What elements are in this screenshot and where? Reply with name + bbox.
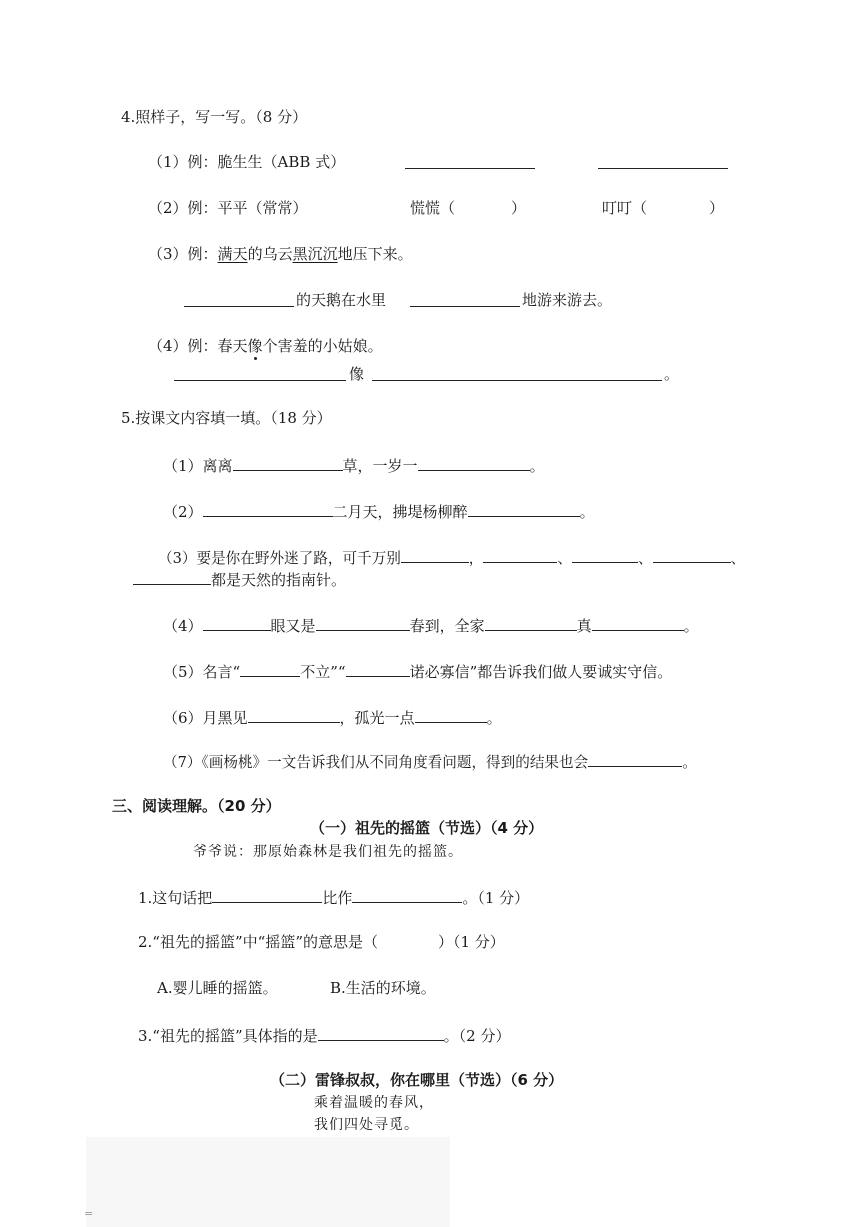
q5-item-1-blank-2[interactable] bbox=[418, 454, 530, 471]
comma: ， bbox=[468, 550, 484, 567]
q5-item-3-a: （3）要是你在野外迷了路，可千万别 bbox=[158, 550, 401, 567]
q5-item-3-b: 都是天然的指南针。 bbox=[211, 571, 347, 589]
q5-item-5-b: 不立”“ bbox=[300, 663, 346, 681]
q5-item-2-blank-2[interactable] bbox=[468, 500, 580, 517]
q5-item-5-c: 诺必寡信”都告诉我们做人要诚实守信。 bbox=[409, 663, 673, 681]
s3-q1 bbox=[138, 886, 529, 908]
q4-item-4-prefix: （4）例：春天 bbox=[148, 337, 248, 355]
q4-item-3-prefix: （3）例： bbox=[148, 245, 218, 263]
q5-item-2-c: 。 bbox=[579, 503, 595, 521]
q4-item-1-blank-1[interactable] bbox=[405, 152, 535, 169]
s3-q2-a: 2.“祖先的摇篮”中“摇篮”的意思是（ bbox=[138, 933, 378, 951]
enum-comma: 、 bbox=[557, 550, 573, 567]
q5-item-1 bbox=[163, 454, 545, 476]
q5-item-6-b: ，孤光一点 bbox=[339, 709, 415, 727]
q4-item-3-mid: 的乌云 bbox=[247, 245, 293, 263]
q5-item-4-blank-4[interactable] bbox=[592, 614, 684, 631]
enum-comma: 、 bbox=[638, 550, 653, 567]
q4-item-2-word-1 bbox=[410, 198, 526, 218]
passage-2-line-2: 我们四处寻觅。 bbox=[314, 1117, 419, 1133]
s3-q3-b: 。（2 分） bbox=[443, 1027, 511, 1045]
close-paren: ） bbox=[709, 199, 725, 217]
s3-q2-b: ）（1 分） bbox=[438, 933, 505, 951]
q4-item-4-fill-1: 像 bbox=[349, 365, 365, 383]
q5-item-7-a: （7）《画杨桃》一文告诉我们从不同角度看问题，得到的结果也会 bbox=[163, 754, 589, 771]
q5-item-1-blank-1[interactable] bbox=[233, 454, 343, 471]
q5-item-1-c: 。 bbox=[529, 457, 545, 475]
q5-item-3-line-2 bbox=[133, 568, 346, 590]
q4-item-3-example bbox=[148, 244, 413, 264]
dotted-word: 像 bbox=[247, 337, 263, 355]
q5-item-7-b: 。 bbox=[682, 754, 697, 771]
q5-item-6-blank-2[interactable] bbox=[415, 706, 487, 723]
s3-q2 bbox=[138, 932, 505, 952]
q5-item-4 bbox=[163, 614, 699, 636]
q4-title: 4.照样子，写一写。（8 分） bbox=[121, 108, 308, 126]
q5-item-3-blank-4[interactable] bbox=[653, 546, 731, 563]
q5-item-1-a: （1）离离 bbox=[163, 457, 233, 475]
q5-item-4-c: 春到，全家 bbox=[409, 617, 485, 635]
q5-item-3-blank-5[interactable] bbox=[133, 568, 211, 585]
passage-2-line-1: 乘着温暖的春风， bbox=[314, 1095, 434, 1111]
q5-item-5-a: （5）名言“ bbox=[163, 663, 241, 681]
enum-comma: 、 bbox=[730, 550, 746, 567]
section-3-title: 三、阅读理解。（20 分） bbox=[112, 797, 281, 815]
q4-item-4-example bbox=[148, 336, 383, 356]
q5-item-1-b: 草，一岁一 bbox=[342, 457, 418, 475]
q4-item-1 bbox=[148, 152, 345, 172]
q4-item-4-blank-2[interactable] bbox=[372, 364, 662, 381]
q5-item-2 bbox=[163, 500, 595, 522]
q5-item-7 bbox=[163, 750, 697, 773]
s3-q3-blank[interactable] bbox=[318, 1024, 444, 1041]
close-paren: ） bbox=[511, 199, 527, 217]
q5-item-2-blank-1[interactable] bbox=[203, 500, 333, 517]
q5-item-6-a: （6）月黑见 bbox=[163, 709, 248, 727]
q5-item-6-c: 。 bbox=[486, 709, 502, 727]
passage-1-quote: 爷爷说：那原始森林是我们祖先的摇篮。 bbox=[193, 844, 463, 860]
q4-item-3-end: 地压下来。 bbox=[337, 245, 413, 263]
passage-2-title: （二）雷锋叔叔，你在哪里（节选）（6 分） bbox=[270, 1071, 564, 1089]
s3-q2-option-b: B.生活的环境。 bbox=[330, 979, 436, 997]
q4-item-2-word-2-label: 叮叮（ bbox=[602, 199, 648, 217]
s3-q1-blank-1[interactable] bbox=[212, 886, 322, 903]
q4-item-4-blank-1[interactable] bbox=[174, 364, 346, 381]
q4-item-2-word-2 bbox=[602, 198, 724, 218]
q4-item-3-blank-2[interactable] bbox=[410, 290, 520, 307]
s3-q1-b: 比作 bbox=[322, 889, 353, 907]
s3-q3-a: 3.“祖先的摇篮”具体指的是 bbox=[138, 1027, 318, 1045]
q5-item-3-blank-3[interactable] bbox=[572, 546, 638, 563]
passage-1-title: （一）祖先的摇篮（节选）（4 分） bbox=[310, 819, 544, 837]
q5-title: 5.按课文内容填一填。（18 分） bbox=[121, 409, 332, 427]
underlined-word: 黑沉沉 bbox=[292, 245, 338, 263]
q5-item-3-blank-1[interactable] bbox=[401, 546, 469, 563]
q5-item-3-line-1 bbox=[158, 546, 745, 569]
q5-item-4-e: 。 bbox=[683, 617, 699, 635]
q5-item-4-blank-2[interactable] bbox=[316, 614, 410, 631]
q4-item-4-end: 个害羞的小姑娘。 bbox=[262, 337, 383, 355]
q4-item-2-prefix: （2）例：平平（常常） bbox=[148, 199, 308, 217]
q5-item-7-blank-1[interactable] bbox=[588, 750, 682, 767]
underlined-word: 满天 bbox=[217, 245, 248, 263]
q4-item-3-blank-1[interactable] bbox=[184, 290, 294, 307]
q4-item-3-fill-2: 地游来游去。 bbox=[522, 291, 613, 309]
q4-item-4-fill-2: 。 bbox=[664, 365, 680, 383]
s3-q1-c: 。（1 分） bbox=[462, 889, 530, 907]
q5-item-5 bbox=[163, 660, 672, 682]
q5-item-4-b: 眼又是 bbox=[270, 617, 316, 635]
footer-mark: = bbox=[84, 1207, 94, 1220]
q4-item-2-word-1-label: 慌慌（ bbox=[410, 199, 456, 217]
scan-shadow-region bbox=[86, 1137, 450, 1227]
q5-item-6 bbox=[163, 706, 502, 728]
s3-q1-a: 1.这句话把 bbox=[138, 889, 213, 907]
q5-item-4-a: （4） bbox=[163, 617, 203, 635]
q5-item-6-blank-1[interactable] bbox=[248, 706, 340, 723]
q4-item-1-prefix: （1）例：脆生生（ABB 式） bbox=[148, 153, 346, 171]
q5-item-2-a: （2） bbox=[163, 503, 203, 521]
q5-item-4-d: 真 bbox=[576, 617, 592, 635]
s3-q3 bbox=[138, 1024, 510, 1046]
q4-item-1-blank-2[interactable] bbox=[598, 152, 728, 169]
q5-item-2-b: 二月天，拂堤杨柳醉 bbox=[332, 503, 468, 521]
q5-item-4-blank-1[interactable] bbox=[203, 614, 271, 631]
q4-item-3-fill-1: 的天鹅在水里 bbox=[296, 291, 387, 309]
q5-item-3-blank-2[interactable] bbox=[483, 546, 557, 563]
q5-item-5-blank-2[interactable] bbox=[346, 660, 410, 677]
s3-q2-option-a: A.婴儿睡的摇篮。 bbox=[157, 979, 278, 997]
q5-item-4-blank-3[interactable] bbox=[485, 614, 577, 631]
s3-q1-blank-2[interactable] bbox=[352, 886, 462, 903]
q5-item-5-blank-1[interactable] bbox=[240, 660, 300, 677]
